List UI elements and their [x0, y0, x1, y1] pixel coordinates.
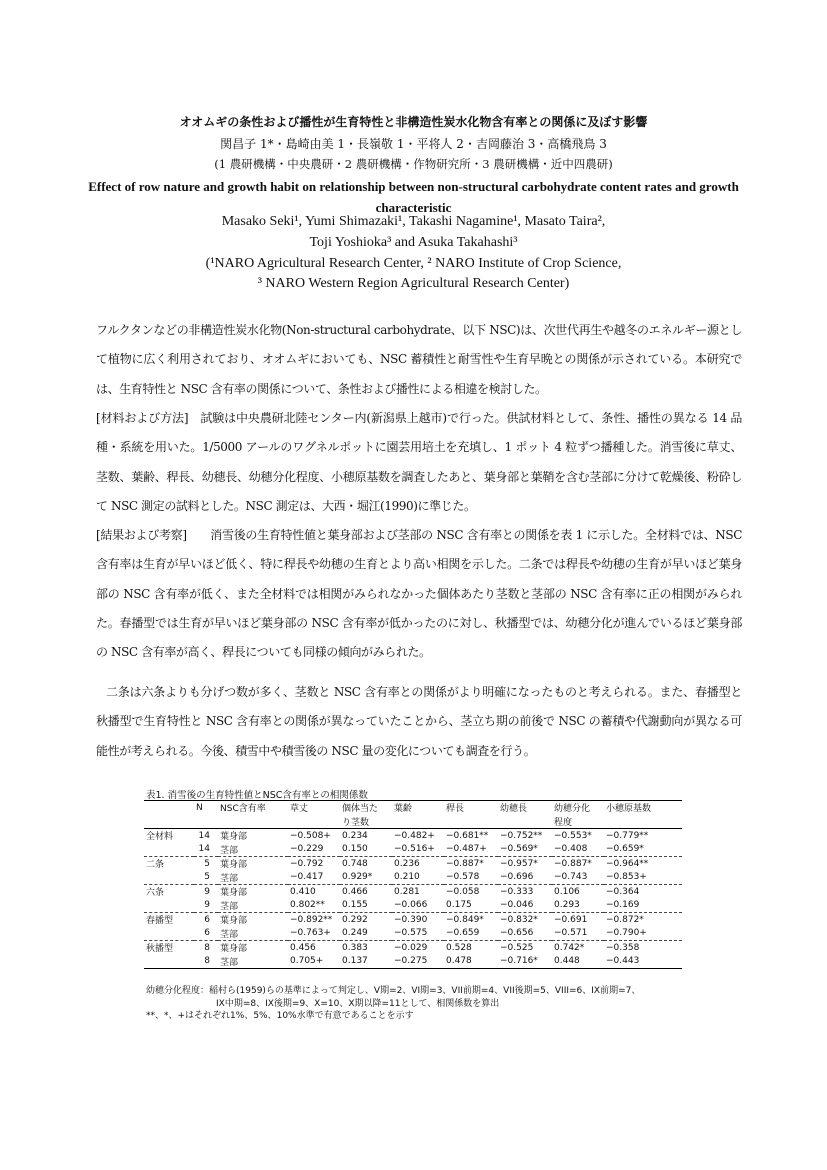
table-cell-v6: 0.293 — [552, 899, 604, 913]
table-cell-v2: 0.383 — [342, 942, 368, 953]
title-japanese: オオムギの条性および播性が生育特性と非構造性炭水化物含有率との関係に及ぼす影響 — [179, 115, 648, 129]
table-row — [144, 871, 682, 885]
table-cell-group: 秋播型 — [146, 944, 174, 955]
table-cell-v6: −0.887* — [554, 858, 592, 869]
table-cell-v4: −0.681** — [446, 830, 489, 841]
table-cell-v3: −0.275 — [392, 955, 444, 969]
table-cell-part: 茎部 — [218, 899, 288, 913]
table-cell-part: 茎部 — [218, 843, 288, 857]
table-row — [144, 927, 682, 941]
table-cell-v7: −0.779** — [606, 830, 649, 841]
table-cell-v2: 0.150 — [340, 843, 392, 857]
table-cell-v4: −0.058 — [446, 886, 480, 897]
table-cell-v1: −0.892** — [290, 914, 333, 925]
table-cell-v3: −0.029 — [394, 942, 428, 953]
table-cell-part: 茎部 — [218, 871, 288, 885]
table-cell-v2: 0.292 — [342, 914, 368, 925]
table-cell-part: 葉身部 — [220, 916, 248, 927]
header-plant-height: 草丈 — [288, 801, 340, 815]
table-cell-group — [144, 927, 194, 941]
correlation-table — [144, 800, 682, 969]
table-row — [144, 843, 682, 857]
authors-english-line1: Masako Seki¹, Yumi Shimazaki¹, Takashi Nagamine¹, Masato Taira², — [221, 214, 606, 229]
table-cell-group: 全材料 — [146, 832, 174, 843]
table-cell-v7: −0.853+ — [604, 871, 682, 885]
discussion-paragraph: 二条は六条よりも分げつ数が多く、茎数と NSC 含有率との関係がより明確になったものと考えられる。また、春播型と秋播型で生育特性と NSC 含有率との関係が異なっていたことから、茎立ち期の前後で NSC の蓄積や代謝動向が異なる可能性が考えられる。今後、積雪中や積雪後の NSC 量の変化についても調査を行う。 — [96, 685, 742, 758]
affiliations-english-line2: ³ NARO Western Region Agricultural Research Center) — [257, 276, 570, 291]
table-cell-v1: 0.705+ — [288, 955, 340, 969]
table-cell-v6: 0.742* — [554, 942, 585, 953]
table-cell-v2: 0.234 — [342, 830, 368, 841]
table-cell-v7: −0.659* — [604, 843, 682, 857]
results-paragraph: [結果および考察] 消雪後の生育特性値と葉身部および茎部の NSC 含有率との関係を表 1 に示した。全材料では、NSC 含有率は生育が早いほど低く、特に稈長や幼穂の生育とより高い相関を示した。二条では稈長や幼穂の生育が早いほど葉身部の NSC 含有率が低く、また全材料では相関がみられなかった個体あたり茎数と茎部の NSC 含有率に正の相関がみられた。春播型では生育が早いほど葉身部の NSC 含有率が低かったのに対し、秋播型では、幼穂分化が進んでいるほど葉身部の NSC 含有率が高く、稈長についても同様の傾向がみられた。 — [96, 528, 742, 660]
table-cell-v7: −0.872* — [606, 914, 644, 925]
table-cell-v6: −0.408 — [552, 843, 604, 857]
table-cell-v7: −0.169 — [604, 899, 682, 913]
table-cell-v6: 0.106 — [554, 886, 580, 897]
note-line-3: **、*、+はそれぞれ1%、5%、10%水準で有意であることを示す — [146, 1011, 414, 1021]
table-cell-group — [144, 843, 194, 857]
table-cell-v3: −0.482+ — [394, 830, 435, 841]
table-cell-n: 6 — [204, 914, 210, 925]
table-cell-v1: 0.802** — [288, 899, 340, 913]
table-cell-group: 春播型 — [146, 916, 174, 927]
header-spike-stage-line2: 程度 — [552, 815, 604, 829]
table-caption: 表1. 消雪後の生育特性値とNSC含有率との相関係数 — [146, 790, 368, 801]
table-cell-v7: −0.358 — [606, 942, 640, 953]
header-stem-count-line2: り茎数 — [340, 815, 392, 829]
table-cell-part: 葉身部 — [220, 944, 248, 955]
table-row — [144, 829, 682, 843]
table-cell-v3: 0.210 — [392, 871, 444, 885]
table-cell-part: 茎部 — [218, 955, 288, 969]
table-cell-v3: −0.066 — [392, 899, 444, 913]
table-cell-v5: −0.569* — [498, 843, 552, 857]
table-cell-v7: −0.443 — [604, 955, 682, 969]
header-culm-length: 稈長 — [444, 801, 498, 815]
table-cell-v5: −0.832* — [500, 914, 538, 925]
table-cell-v6: −0.691 — [554, 914, 588, 925]
table-cell-v7: −0.364 — [606, 886, 640, 897]
table-cell-v7: −0.790+ — [604, 927, 682, 941]
table-cell-v1: −0.763+ — [288, 927, 340, 941]
header-spike-stage-line1: 幼穂分化 — [552, 801, 604, 815]
header-leaf-age: 葉齢 — [392, 801, 444, 815]
table-cell-v6: 0.448 — [552, 955, 604, 969]
table-cell-v4: −0.887* — [446, 858, 484, 869]
table-cell-v3: 0.236 — [394, 858, 420, 869]
note-line-2: IX中期=8、IX後期=9、X=10、X期以降=11として、相関係数を算出 — [216, 998, 500, 1009]
table-cell-v2: 0.249 — [340, 927, 392, 941]
header-group — [144, 801, 194, 815]
table-cell-n: 8 — [204, 942, 210, 953]
note-line-1: 幼穂分化程度：稲村ら(1959)らの基準によって判定し、V期=2、VI期=3、VII前期=4、VII後期=5、VIII=6、IX前期=7、 — [146, 986, 641, 996]
table-cell-n: 9 — [194, 899, 218, 913]
table-cell-v5: −0.716* — [498, 955, 552, 969]
table-cell-n: 9 — [204, 886, 210, 897]
table-cell-v1: 0.410 — [290, 886, 316, 897]
table-cell-v6: −0.743 — [552, 871, 604, 885]
table-row — [144, 885, 682, 899]
authors-english-line2: Toji Yoshioka³ and Asuka Takahashi³ — [309, 235, 518, 250]
table-cell-part: 茎部 — [218, 927, 288, 941]
methods-paragraph: [材料および方法] 試験は中央農研北陸センター内(新潟県上越市)で行った。供試材料として、条性、播性の異なる 14 品種・系統を用いた。1/5000 アールのワグネルポットに園芸用培土を充填し、1 ポット 4 粒ずつ播種した。消雪後に草丈、茎数、葉齢、稈長、幼穂長、幼穂分化程度、小穂原基数を調査したあと、葉身部と葉鞘を含む茎部に分けて乾燥後、粉砕して NSC 測定の試料とした。NSC 測定は、大西・堀江(1990)に準じた。 — [96, 411, 742, 513]
table-cell-v2: 0.929* — [340, 871, 392, 885]
table-cell-group — [144, 955, 194, 969]
table-cell-part: 葉身部 — [220, 860, 248, 871]
table-cell-n: 5 — [204, 858, 210, 869]
table-cell-v3: −0.390 — [394, 914, 428, 925]
table-cell-v5: −0.333 — [500, 886, 534, 897]
table-cell-part: 葉身部 — [220, 888, 248, 899]
table-cell-n: 14 — [194, 843, 218, 857]
table-notes — [146, 985, 640, 1023]
table-row — [144, 955, 682, 969]
table-cell-v1: −0.229 — [288, 843, 340, 857]
table-cell-v5: −0.656 — [498, 927, 552, 941]
header-spike-length: 幼穂長 — [498, 801, 552, 815]
intro-paragraph: フルクタンなどの非構造性炭水化物(Non-structural carbohydrate、以下 NSC)は、次世代再生や越冬のエネルギー源として植物に広く利用されており、オオムギにおいても、NSC 蓄積性と耐雪性や生育早晩との関係が示されている。本研究では、生育特性と NSC 含有率の関係について、条性および播性による相違を検討した。 — [96, 323, 742, 396]
table-cell-v2: 0.137 — [340, 955, 392, 969]
table-cell-v5: −0.046 — [498, 899, 552, 913]
table-row — [144, 913, 682, 927]
table-cell-v1: −0.508+ — [290, 830, 331, 841]
table-cell-v4: −0.659 — [444, 927, 498, 941]
table-cell-v4: 0.478 — [444, 955, 498, 969]
table-row — [144, 857, 682, 871]
table-cell-group: 六条 — [146, 888, 165, 899]
header-stem-count-line1: 個体当た — [340, 801, 392, 815]
table-cell-v3: −0.575 — [392, 927, 444, 941]
table-cell-n: 8 — [194, 955, 218, 969]
table-cell-group: 二条 — [146, 860, 165, 871]
table-cell-n: 14 — [198, 830, 210, 841]
table-cell-v1: 0.456 — [290, 942, 316, 953]
table-cell-v3: −0.516+ — [392, 843, 444, 857]
table-cell-v5: −0.752** — [500, 830, 543, 841]
table-cell-group — [144, 899, 194, 913]
table-cell-v4: 0.175 — [444, 899, 498, 913]
table-cell-v2: 0.466 — [342, 886, 368, 897]
table-cell-v7: −0.964** — [606, 858, 649, 869]
table-cell-v5: −0.525 — [500, 942, 534, 953]
table-cell-v5: −0.957* — [500, 858, 538, 869]
header-spikelet-primordia: 小穂原基数 — [604, 801, 682, 815]
header-n: N — [194, 801, 218, 815]
affiliations-japanese: (1 農研機構・中央農研・2 農研機構・作物研究所・3 農研機構・近中四農研) — [214, 157, 613, 171]
header-nsc-part: NSC含有率 — [218, 801, 288, 815]
table-cell-n: 6 — [194, 927, 218, 941]
table-cell-v4: −0.487+ — [444, 843, 498, 857]
table-row — [144, 941, 682, 955]
table-cell-v1: −0.792 — [290, 858, 324, 869]
table-cell-v6: −0.553* — [554, 830, 592, 841]
table-cell-v1: −0.417 — [288, 871, 340, 885]
table-cell-v2: 0.155 — [340, 899, 392, 913]
authors-japanese: 関昌子 1*・島崎由美 1・長嶺敬 1・平将人 2・吉岡藤治 3・高橋飛鳥 3 — [220, 137, 607, 151]
table-cell-v3: 0.281 — [394, 886, 420, 897]
affiliations-english-line1: (¹NARO Agricultural Research Center, ² NARO Institute of Crop Science, — [205, 256, 622, 271]
title-english: Effect of row nature and growth habit on relationship between non-structural carbohydrate content rates and growth characteristic — [88, 179, 739, 215]
table-cell-v4: −0.849* — [446, 914, 484, 925]
table-cell-group — [144, 871, 194, 885]
table-cell-n: 5 — [194, 871, 218, 885]
table-cell-v4: 0.528 — [446, 942, 472, 953]
table-cell-v6: −0.571 — [552, 927, 604, 941]
table-row — [144, 899, 682, 913]
table-cell-part: 葉身部 — [220, 832, 248, 843]
table-cell-v2: 0.748 — [342, 858, 368, 869]
table-cell-v5: −0.696 — [498, 871, 552, 885]
table-cell-v4: −0.578 — [444, 871, 498, 885]
